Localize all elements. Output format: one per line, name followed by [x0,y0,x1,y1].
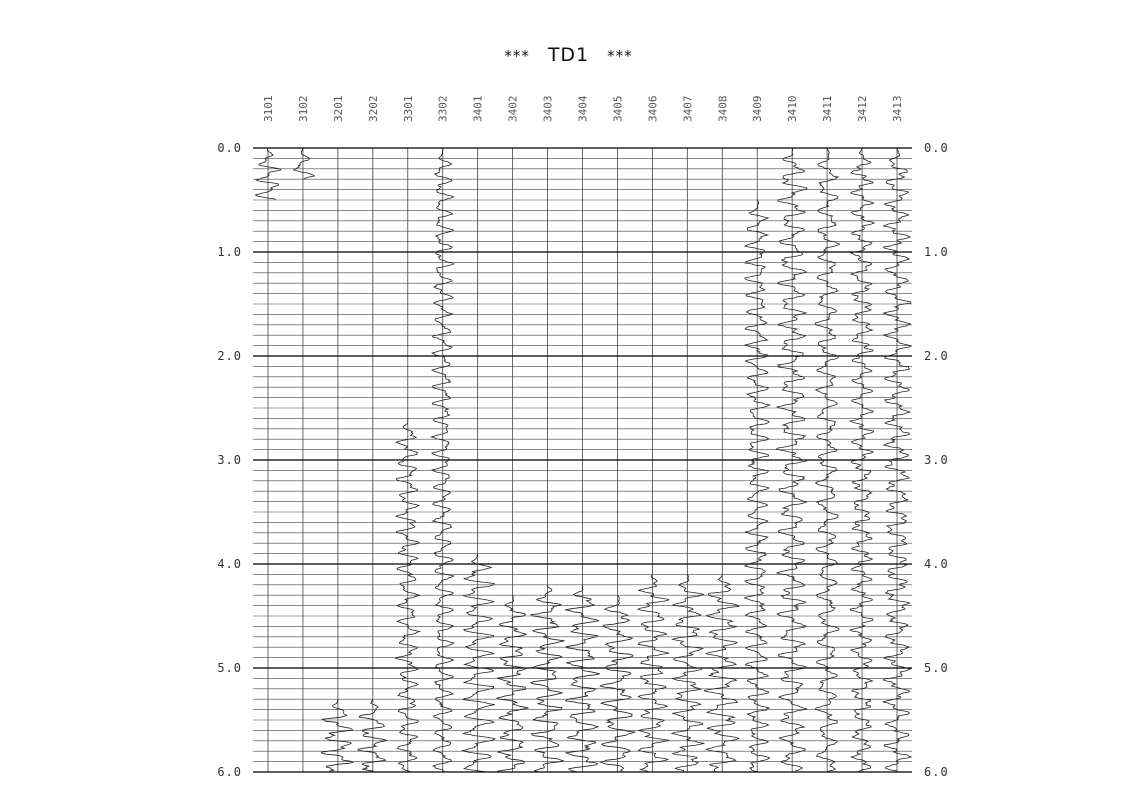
title-stars-right: *** [607,47,633,65]
station-label-3405: 3405 [611,95,625,122]
y-tick-label-right: 6.0 [924,765,949,779]
y-tick-label-right: 0.0 [924,141,949,155]
title-text: TD1 [547,44,590,66]
trace-3406 [638,574,669,771]
y-tick-label-left: 3.0 [217,453,242,467]
station-label-3101: 3101 [262,95,275,122]
trace-3407 [672,574,705,771]
station-label-3412: 3412 [856,95,870,122]
y-tick-label-left: 2.0 [217,349,242,363]
station-label-3413: 3413 [891,95,904,122]
y-tick-label-right: 2.0 [924,349,949,363]
station-label-3302: 3302 [436,95,450,122]
y-tick-label-left: 1.0 [217,245,242,259]
y-tick-label-left: 5.0 [217,661,242,675]
station-label-3411: 3411 [821,95,835,122]
y-tick-label-right: 4.0 [924,557,949,571]
station-label-3401: 3401 [471,95,485,122]
station-label-3102: 3102 [296,95,310,122]
trace-3408 [704,574,738,771]
y-tick-label-left: 0.0 [217,141,242,155]
station-label-3202: 3202 [366,95,380,122]
station-label-3402: 3402 [506,95,520,122]
trace-3401 [463,554,495,772]
station-label-3404: 3404 [576,95,590,122]
trace-3202 [358,699,386,771]
station-label-3407: 3407 [681,95,695,122]
station-label-3406: 3406 [646,95,660,122]
station-label-3409: 3409 [751,95,765,122]
y-tick-label-left: 6.0 [217,765,242,779]
station-label-3301: 3301 [401,95,415,122]
station-label-3410: 3410 [786,95,800,122]
y-tick-label-right: 5.0 [924,661,949,675]
station-label-3201: 3201 [331,95,345,122]
chart-title [0,44,1137,66]
y-tick-label-right: 3.0 [924,453,949,467]
title-stars-left: *** [504,47,530,65]
station-label-3408: 3408 [716,95,730,122]
y-tick-label-left: 4.0 [217,557,242,571]
station-label-3403: 3403 [541,95,555,122]
trace-3201 [322,699,354,771]
y-tick-label-right: 1.0 [924,245,949,259]
trace-3102 [294,148,315,179]
